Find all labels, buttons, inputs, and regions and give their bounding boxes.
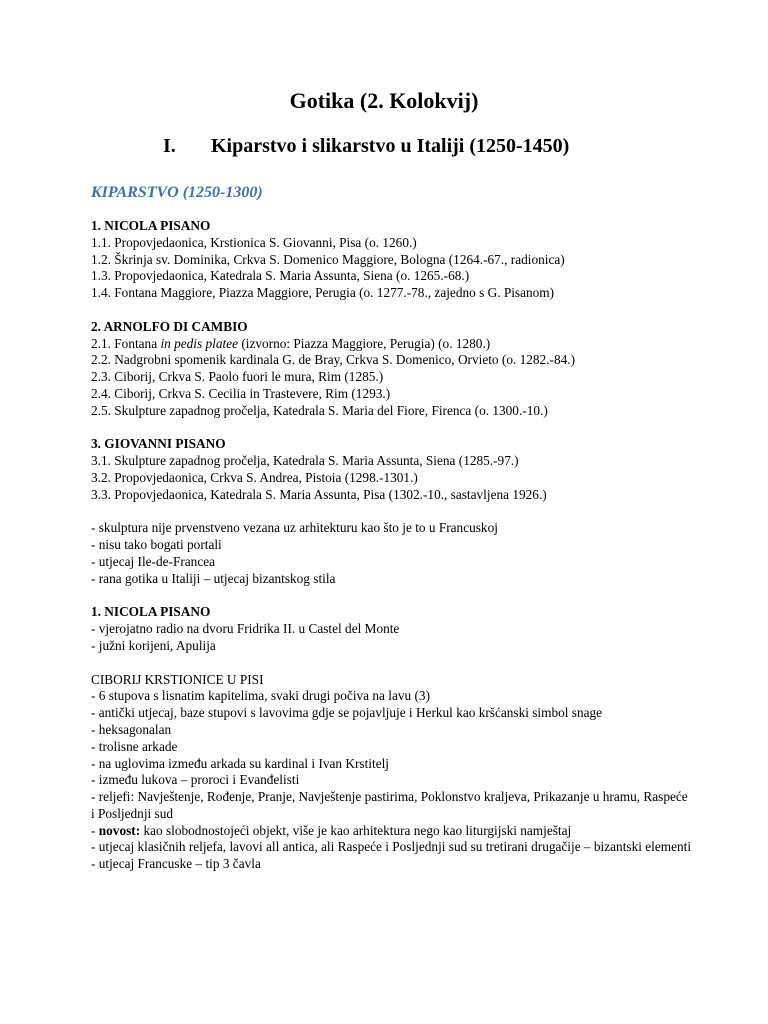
section-heading: KIPARSTVO (1250-1300) [91,184,263,201]
note-line: - nisu tako bogati portali [91,537,222,553]
list-item: 2.3. Ciborij, Crkva S. Paolo fuori le mura, Rim (1285.) [91,369,384,385]
note-line: - utjecaj Ile-de-Francea [91,553,216,569]
note-line: - trolisne arkade [91,738,178,754]
list-item: 3.3. Propovjedaonica, Katedrala S. Maria Assunta, Pisa (1302.-10., sastavljena 1926.) [91,486,547,502]
item-italic: in pedis platee [160,335,238,351]
item-suffix: (izvorno: Piazza Maggiore, Perugia) (o. 1280.) [238,335,491,351]
novost-prefix: - [91,822,99,838]
note-line: - reljefi: Navještenje, Rođenje, Pranje, Navještenje pastirima, Poklonstvo kraljeva, Prikazanje u hramu, Raspeće i Posljednji sud [91,789,688,821]
list-item: 2.5. Skulpture zapadnog pročelja, Katedrala S. Maria del Fiore, Firenca (o. 1300.-10.) [91,402,548,418]
spacer [91,504,691,521]
note-line: - rana gotika u Italiji – utjecaj bizantskog stila [91,570,336,586]
item-prefix: 2.1. Fontana [91,335,161,351]
spacer [91,588,691,605]
note-line: - antički utjecaj, baze stupovi s lavovima gdje se pojavljuje i Herkul kao kršćanski simbol snage [91,705,603,721]
novost-label: novost: [98,822,141,838]
novost-rest: kao slobodnostojeći objekt, više je kao arhitektura nego kao liturgijski namještaj [140,822,572,838]
ciborij-heading: CIBORIJ KRSTIONICE U PISI [91,671,264,687]
note-line: - vjerojatno radio na dvoru Fridrika II. u Castel del Monte [91,621,400,637]
group-heading-nicola-pisano: 1. NICOLA PISANO [91,218,211,233]
list-item: 3.1. Skulpture zapadnog pročelja, Katedrala S. Maria Assunta, Siena (1285.-97.) [91,453,519,469]
spacer [91,302,691,319]
note-line: - južni korijeni, Apulija [91,637,216,653]
list-item: 2.2. Nadgrobni spomenik kardinala G. de Bray, Crkva S. Domenico, Orvieto (o. 1282.-84.) [91,352,576,368]
note-line: - skulptura nije prvenstveno vezana uz arhitekturu kao što je to u Francuskoj [91,520,498,536]
list-item: 2.4. Ciborij, Crkva S. Cecilia in Trastevere, Rim (1293.) [91,385,391,401]
group-heading-arnolfo-di-cambio: 2. ARNOLFO DI CAMBIO [91,318,248,334]
note-line: - utjecaj klasičnih reljefa, lavovi all antica, ali Raspeće i Posljednji sud su tretirani drugačije – bizantski elementi [91,839,692,855]
list-item: 1.4. Fontana Maggiore, Piazza Maggiore, Perugia (o. 1277.-78., zajedno s G. Pisanom) [91,285,555,301]
document-body [91,218,691,873]
note-line-novost [91,823,691,840]
note-line: - heksagonalan [91,721,172,737]
list-item: 1.1. Propovjedaonica, Krstionica S. Giovanni, Pisa (o. 1260.) [91,234,417,250]
chapter-heading [163,132,569,160]
list-item: 1.2. Škrinja sv. Dominika, Crkva S. Domenico Maggiore, Bologna (1264.-67., radionica) [91,251,565,267]
spacer [91,655,691,672]
document-title: Gotika (2. Kolokvij) [289,88,479,113]
list-item: 3.2. Propovjedaonica, Crkva S. Andrea, Pistoia (1298.-1301.) [91,469,418,485]
note-line: - utjecaj Francuske – tip 3 čavla [91,856,261,872]
list-item: 1.3. Propovjedaonica, Katedrala S. Maria Assunta, Siena (o. 1265.-68.) [91,268,470,284]
note-line: - između lukova – proroci i Evanđelisti [91,772,300,788]
spacer [91,420,691,437]
chapter-title: Kiparstvo i slikarstvo u Italiji (1250-1450) [211,135,570,157]
pisano-heading: 1. NICOLA PISANO [91,604,211,620]
list-item [91,336,691,353]
note-line: - 6 stupova s lisnatim kapitelima, svaki drugi počiva na lavu (3) [91,688,430,704]
chapter-number: I. [163,135,176,157]
group-heading-giovanni-pisano: 3. GIOVANNI PISANO [91,436,226,452]
note-line: - na uglovima između arkada su kardinal i Ivan Krstitelj [91,755,389,771]
